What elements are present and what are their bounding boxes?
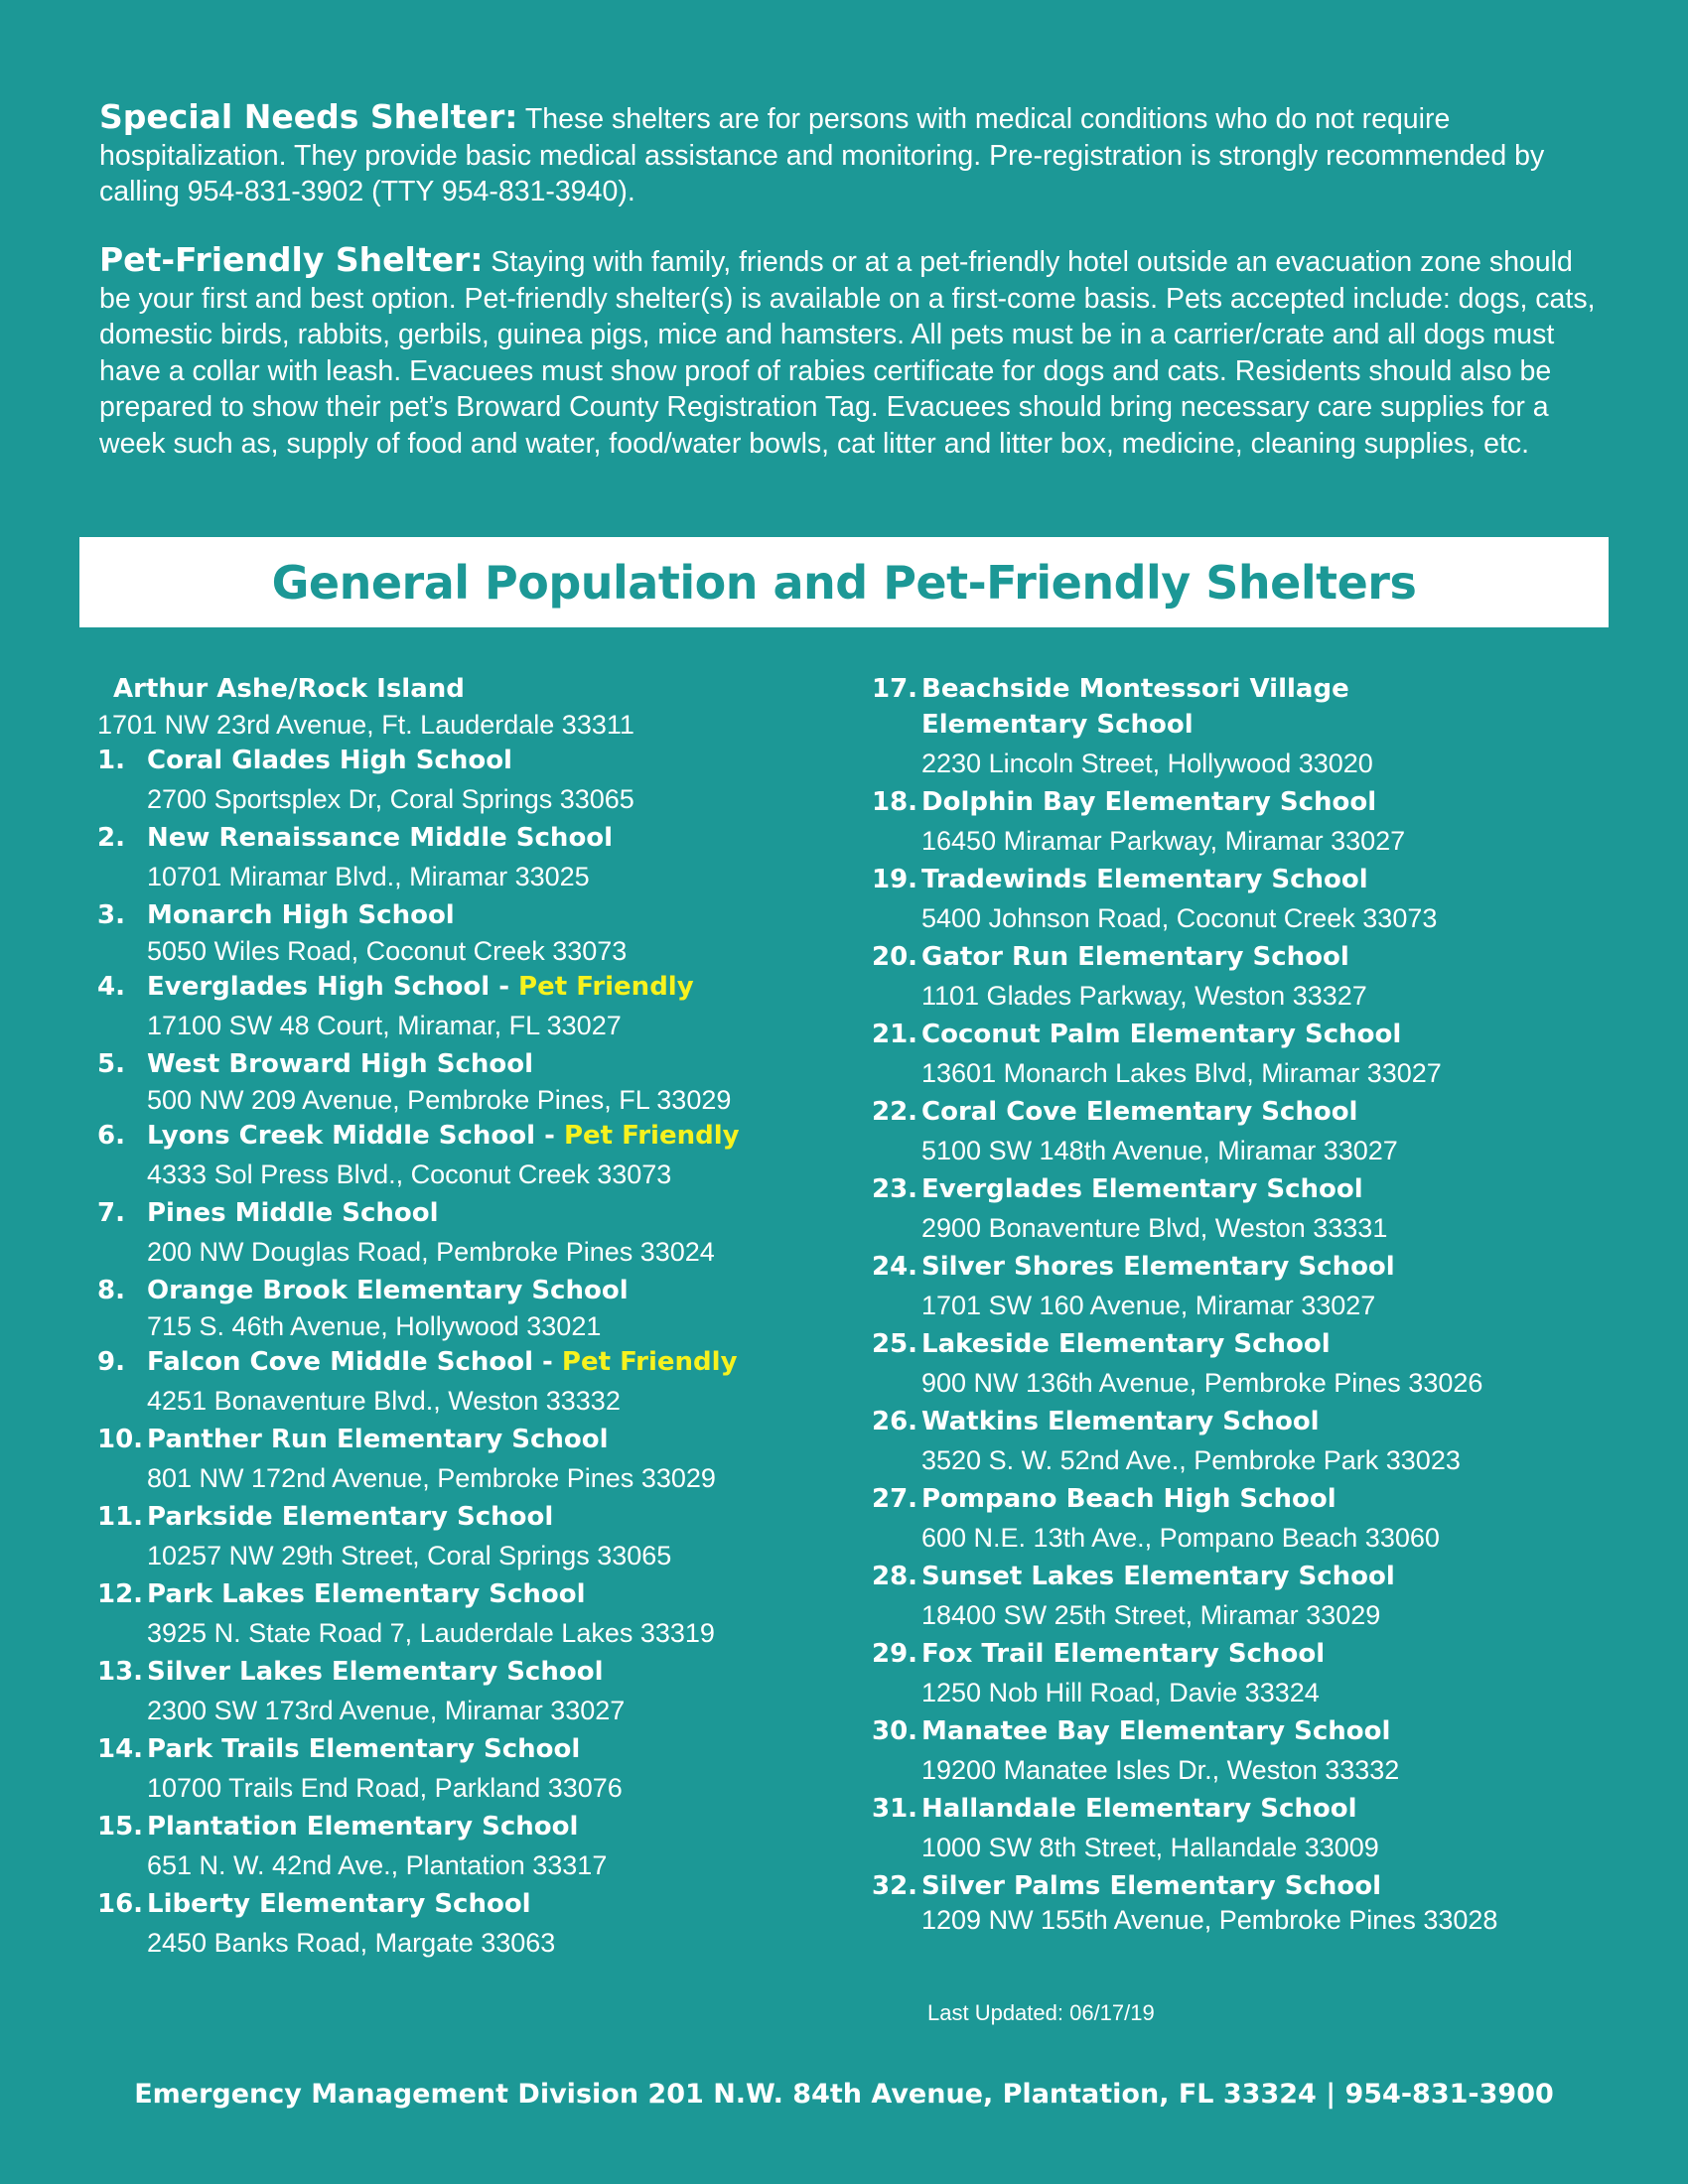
shelter-entry [872, 1481, 1626, 1559]
shelter-name [872, 1249, 1626, 1285]
shelter-name [872, 1868, 1626, 1904]
shelter-number: 16. [97, 1889, 144, 1919]
shelter-name-text: Everglades High School [147, 972, 491, 1002]
shelter-address: 4251 Bonaventure Blvd., Weston 33332 [147, 1386, 621, 1416]
shelter-number: 2. [97, 823, 125, 853]
shelter-name-text: Silver Shores Elementary School [921, 1252, 1395, 1282]
shelter-entry [97, 897, 852, 969]
shelter-name-text: Coral Glades High School [147, 746, 512, 775]
shelter-name-text: Gator Run Elementary School [921, 942, 1349, 972]
shelter-entry [872, 1171, 1626, 1249]
shelter-number: 7. [97, 1198, 125, 1228]
shelter-name-text: Sunset Lakes Elementary School [921, 1562, 1395, 1591]
featured-shelter-name: Arthur Ashe/Rock Island [113, 674, 465, 704]
special-needs-heading: Special Needs Shelter: [99, 97, 518, 136]
shelter-entry [97, 1273, 852, 1344]
shelter-name [872, 1713, 1626, 1749]
pet-friendly-heading: Pet-Friendly Shelter: [99, 240, 484, 279]
shelter-entry [97, 1422, 852, 1499]
shelter-address: 2450 Banks Road, Margate 33063 [147, 1928, 556, 1958]
shelter-entry [872, 1868, 1626, 1936]
shelter-entry [97, 1654, 852, 1731]
shelter-entry [97, 1499, 852, 1576]
shelter-name [97, 743, 852, 778]
shelter-name [872, 1094, 1626, 1130]
shelter-name [97, 969, 852, 1005]
shelter-number: 26. [872, 1407, 918, 1436]
shelter-address: 600 N.E. 13th Ave., Pompano Beach 33060 [921, 1523, 1440, 1553]
shelter-name-text: Lakeside Elementary School [921, 1329, 1331, 1359]
special-needs-section [99, 99, 1609, 210]
shelter-name [872, 1559, 1626, 1594]
shelter-address: 900 NW 136th Avenue, Pembroke Pines 33026 [921, 1368, 1483, 1398]
shelter-address: 10257 NW 29th Street, Coral Springs 33065 [147, 1541, 672, 1570]
shelter-entry [872, 1249, 1626, 1326]
shelter-number: 12. [97, 1579, 144, 1609]
shelter-name-text: Park Lakes Elementary School [147, 1579, 586, 1609]
shelter-name-text: Tradewinds Elementary School [921, 865, 1368, 894]
shelter-address: 200 NW Douglas Road, Pembroke Pines 33024 [147, 1237, 715, 1267]
shelter-name-text: West Broward High School [147, 1049, 534, 1079]
shelter-number: 3. [97, 900, 125, 930]
shelter-address: 3925 N. State Road 7, Lauderdale Lakes 33319 [147, 1618, 715, 1648]
shelter-name-text: Liberty Elementary School [147, 1889, 531, 1919]
shelter-name [97, 1422, 852, 1457]
pet-friendly-separator: - [535, 1121, 564, 1151]
shelter-name-text: Plantation Elementary School [147, 1812, 579, 1842]
shelter-entry [872, 1017, 1626, 1094]
shelter-address: 1250 Nob Hill Road, Davie 33324 [921, 1678, 1320, 1707]
shelter-name-text: Pines Middle School [147, 1198, 439, 1228]
shelter-name [872, 1636, 1626, 1672]
shelter-name-text: Panther Run Elementary School [147, 1425, 609, 1454]
shelter-name-text: Coral Cove Elementary School [921, 1097, 1358, 1127]
pet-friendly-separator: - [490, 972, 519, 1002]
shelter-name [872, 1171, 1626, 1207]
shelter-name [97, 1499, 852, 1535]
shelter-entry [97, 1576, 852, 1654]
shelter-name [872, 1017, 1626, 1052]
shelter-address: 715 S. 46th Avenue, Hollywood 33021 [147, 1311, 602, 1341]
shelter-entry [872, 862, 1626, 939]
shelter-entry [872, 784, 1626, 862]
shelter-name-text: Pompano Beach High School [921, 1484, 1336, 1514]
shelter-address: 18400 SW 25th Street, Miramar 33029 [921, 1600, 1381, 1630]
shelter-name [872, 1481, 1626, 1517]
shelter-address: 16450 Miramar Parkway, Miramar 33027 [921, 826, 1406, 856]
shelter-name [97, 1195, 852, 1231]
shelter-address: 19200 Manatee Isles Dr., Weston 33332 [921, 1755, 1400, 1785]
shelter-entry [97, 1195, 852, 1273]
last-updated: Last Updated: 06/17/19 [927, 2000, 1155, 2025]
shelter-entry [872, 1094, 1626, 1171]
shelter-address: 1701 SW 160 Avenue, Miramar 33027 [921, 1291, 1376, 1320]
shelter-address: 5100 SW 148th Avenue, Miramar 33027 [921, 1136, 1398, 1165]
shelter-name-text: Monarch High School [147, 900, 455, 930]
shelter-name [97, 1046, 852, 1082]
shelter-address: 13601 Monarch Lakes Blvd, Miramar 33027 [921, 1058, 1442, 1088]
shelter-list-right [872, 671, 1626, 1936]
shelter-name [97, 1809, 852, 1844]
shelter-name [872, 939, 1626, 975]
pet-friendly-text: Staying with family, friends or at a pet-friendly hotel outside an evacuation zone should be your first and best option. Pet-friendly shelter(s) is available on a first-come basis. Pets accepted include: dogs, cats, domestic birds, rabbits, gerbils, guinea pigs, mice and hamsters. All pets must be in a carrier/crate and all dogs must have a collar with leash. Evacuees must show proof of rabies certificate for dogs and cats. Residents should also be prepared to show their pet’s Broward County Registration Tag. Evacuees should bring necessary care supplies for a week such as, supply of food and water, food/water bowls, cat litter and litter box, medicine, cleaning supplies, etc. [99, 246, 1596, 460]
shelter-entry [872, 1559, 1626, 1636]
shelter-number: 31. [872, 1794, 918, 1824]
shelter-entry [97, 1344, 852, 1422]
shelter-name-text: Dolphin Bay Elementary School [921, 787, 1377, 817]
shelter-address: 1101 Glades Parkway, Weston 33327 [921, 981, 1367, 1011]
shelter-entry [872, 939, 1626, 1017]
shelter-number: 25. [872, 1329, 918, 1359]
shelter-name [97, 1886, 852, 1922]
shelter-entry [97, 1046, 852, 1118]
shelter-entry [97, 969, 852, 1046]
shelter-address: 5050 Wiles Road, Coconut Creek 33073 [147, 936, 628, 966]
shelter-name [872, 1404, 1626, 1439]
shelter-name [97, 1654, 852, 1690]
shelter-name [97, 1344, 852, 1380]
shelter-name-text: Parkside Elementary School [147, 1502, 554, 1532]
shelter-address: 17100 SW 48 Court, Miramar, FL 33027 [147, 1011, 622, 1040]
shelter-name-text: Everglades Elementary School [921, 1174, 1363, 1204]
shelter-name [97, 1118, 852, 1154]
special-needs-text: These shelters are for persons with medical conditions who do not require hospitalization. They provide basic medical assistance and monitoring. Pre-registration is strongly recommended by calling 954-831-3902 (TTY 954-831-3940). [99, 103, 1545, 207]
shelter-number: 28. [872, 1562, 918, 1591]
shelter-name-text: Silver Lakes Elementary School [147, 1657, 604, 1687]
shelter-number: 14. [97, 1734, 144, 1764]
shelter-number: 32. [872, 1871, 918, 1901]
shelter-name-text: Hallandale Elementary School [921, 1794, 1357, 1824]
shelter-name [872, 671, 1626, 743]
shelter-entry [97, 820, 852, 897]
shelter-name-text: Beachside Montessori Village [921, 674, 1349, 704]
shelter-entry [97, 1118, 852, 1195]
shelter-name-text: Silver Palms Elementary School [921, 1871, 1382, 1901]
shelter-entry [97, 1809, 852, 1886]
shelter-name-text: Watkins Elementary School [921, 1407, 1320, 1436]
shelter-number: 23. [872, 1174, 918, 1204]
shelter-name [872, 784, 1626, 820]
shelter-name-text: Coconut Palm Elementary School [921, 1020, 1402, 1049]
featured-shelter [97, 671, 852, 743]
shelter-name [872, 1791, 1626, 1827]
shelter-name [97, 1273, 852, 1308]
shelter-address: 4333 Sol Press Blvd., Coconut Creek 33073 [147, 1160, 672, 1189]
shelter-entry [97, 1886, 852, 1964]
shelter-name [872, 1326, 1626, 1362]
shelter-address: 1209 NW 155th Avenue, Pembroke Pines 33028 [921, 1905, 1498, 1935]
shelter-number: 17. [872, 674, 918, 704]
shelter-address: 10701 Miramar Blvd., Miramar 33025 [147, 862, 590, 891]
shelter-name-text: Orange Brook Elementary School [147, 1276, 629, 1305]
pet-friendly-badge: Pet Friendly [561, 1347, 738, 1377]
shelter-list-left [97, 671, 852, 1964]
shelter-address: 2900 Bonaventure Blvd, Weston 33331 [921, 1213, 1388, 1243]
shelter-address: 500 NW 209 Avenue, Pembroke Pines, FL 33029 [147, 1085, 732, 1115]
footer-contact: Emergency Management Division 201 N.W. 84th Avenue, Plantation, FL 33324 | 954-831-3900 [134, 2079, 1554, 2110]
featured-shelter-address: 1701 NW 23rd Avenue, Ft. Lauderdale 33311 [97, 710, 634, 740]
shelter-name-text: New Renaissance Middle School [147, 823, 614, 853]
shelter-number: 6. [97, 1121, 125, 1151]
shelter-number: 24. [872, 1252, 918, 1282]
shelter-name [97, 1576, 852, 1612]
shelter-address: 2300 SW 173rd Avenue, Miramar 33027 [147, 1696, 626, 1725]
shelter-number: 8. [97, 1276, 125, 1305]
shelter-name [97, 1731, 852, 1767]
shelter-number: 10. [97, 1425, 144, 1454]
shelter-entry [872, 671, 1626, 784]
shelter-entry [97, 743, 852, 820]
shelter-number: 21. [872, 1020, 918, 1049]
shelter-entry [97, 1731, 852, 1809]
shelter-name-text: Lyons Creek Middle School [147, 1121, 536, 1151]
shelter-address: 2700 Sportsplex Dr, Coral Springs 33065 [147, 784, 634, 814]
shelters-banner [79, 537, 1609, 627]
pet-friendly-badge: Pet Friendly [563, 1121, 740, 1151]
shelter-name [97, 897, 852, 933]
shelter-number: 29. [872, 1639, 918, 1669]
shelter-number: 1. [97, 746, 125, 775]
shelter-name-text: Fox Trail Elementary School [921, 1639, 1326, 1669]
banner-title: General Population and Pet-Friendly Shelters [271, 555, 1417, 610]
shelter-entry [872, 1713, 1626, 1791]
shelter-address: 1000 SW 8th Street, Hallandale 33009 [921, 1833, 1379, 1862]
shelter-number: 4. [97, 972, 125, 1002]
shelter-address: 10700 Trails End Road, Parkland 33076 [147, 1773, 623, 1803]
shelter-entry [872, 1404, 1626, 1481]
shelter-number: 5. [97, 1049, 125, 1079]
shelter-address: 651 N. W. 42nd Ave., Plantation 33317 [147, 1850, 608, 1880]
pet-friendly-separator: - [533, 1347, 562, 1377]
pet-friendly-badge: Pet Friendly [518, 972, 694, 1002]
shelter-address: 801 NW 172nd Avenue, Pembroke Pines 33029 [147, 1463, 716, 1493]
shelter-name-text: Falcon Cove Middle School [147, 1347, 533, 1377]
shelter-name-continued: Elementary School [921, 710, 1194, 740]
shelter-name-text: Park Trails Elementary School [147, 1734, 581, 1764]
shelter-number: 15. [97, 1812, 144, 1842]
shelter-address: 2230 Lincoln Street, Hollywood 33020 [921, 749, 1373, 778]
shelter-number: 18. [872, 787, 918, 817]
shelter-name-text: Manatee Bay Elementary School [921, 1716, 1391, 1746]
shelter-number: 27. [872, 1484, 918, 1514]
shelter-number: 9. [97, 1347, 125, 1377]
shelter-entry [872, 1636, 1626, 1713]
shelter-number: 11. [97, 1502, 144, 1532]
shelter-entry [872, 1791, 1626, 1868]
shelter-name [872, 862, 1626, 897]
shelter-number: 30. [872, 1716, 918, 1746]
shelter-number: 13. [97, 1657, 144, 1687]
shelter-number: 19. [872, 865, 918, 894]
shelter-address: 5400 Johnson Road, Coconut Creek 33073 [921, 903, 1438, 933]
shelter-name [97, 820, 852, 856]
pet-friendly-section [99, 242, 1609, 462]
shelter-number: 22. [872, 1097, 918, 1127]
shelter-entry [872, 1326, 1626, 1404]
shelter-number: 20. [872, 942, 918, 972]
shelter-address: 3520 S. W. 52nd Ave., Pembroke Park 33023 [921, 1445, 1461, 1475]
